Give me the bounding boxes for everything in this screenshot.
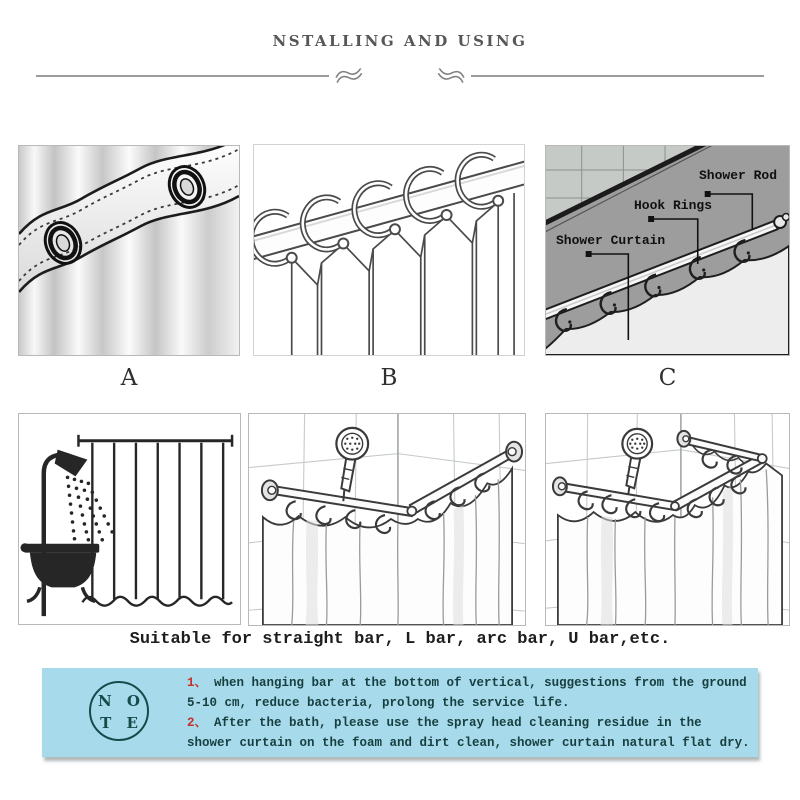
note-badge [89,681,149,741]
panel-u-bar [545,413,790,626]
note-line [187,693,755,713]
note-text [187,673,755,753]
divider-line [36,75,329,77]
note-line-text: shower curtain on the foam and dirt clean, shower curtain natural flat dry. [187,736,750,750]
note-line-text: After the bath, please use the spray head cleaning residue in the [214,716,702,730]
l-bar-illustration [249,414,525,625]
divider-line [471,75,764,77]
page-title: NSTALLING AND USING [272,32,528,50]
note-badge-line1: N O [98,692,145,710]
hook-rings-illustration [254,145,524,355]
panel-label-b: B [380,365,398,391]
caption: Suitable for straight bar, L bar, arc bar, U bar,etc. [129,630,671,649]
panel-b-hook-rings [253,144,525,356]
note-box [42,668,758,757]
label-shower-rod: Shower Rod [698,168,777,183]
panel-l-bar [248,413,526,626]
bathtub-illustration [19,414,240,624]
label-shower-curtain: Shower Curtain [556,233,666,248]
note-line [187,733,755,753]
divider-ornament-icon [435,65,468,87]
title-divider [36,68,764,84]
note-number: 1、 [187,676,208,690]
panel-straight-bar [18,413,241,625]
panel-label-c: C [658,365,677,391]
label-hook-rings: Hook Rings [634,198,713,213]
note-number: 2、 [187,716,208,730]
note-badge-line2: T E [100,713,143,732]
panel-label-a: A [120,365,138,391]
note-line-text: 5-10 cm, reduce bacteria, prolong the service life. [187,696,570,710]
u-bar-illustration [546,414,789,625]
panel-a-grommets [18,145,240,356]
grommet-illustration [19,146,239,355]
divider-ornament-icon [333,65,366,87]
note-line [187,713,755,733]
note-line [187,673,755,693]
note-line-text: when hanging bar at the bottom of vertical, suggestions from the ground [214,676,747,690]
panel-c-labeled-diagram [545,145,790,356]
